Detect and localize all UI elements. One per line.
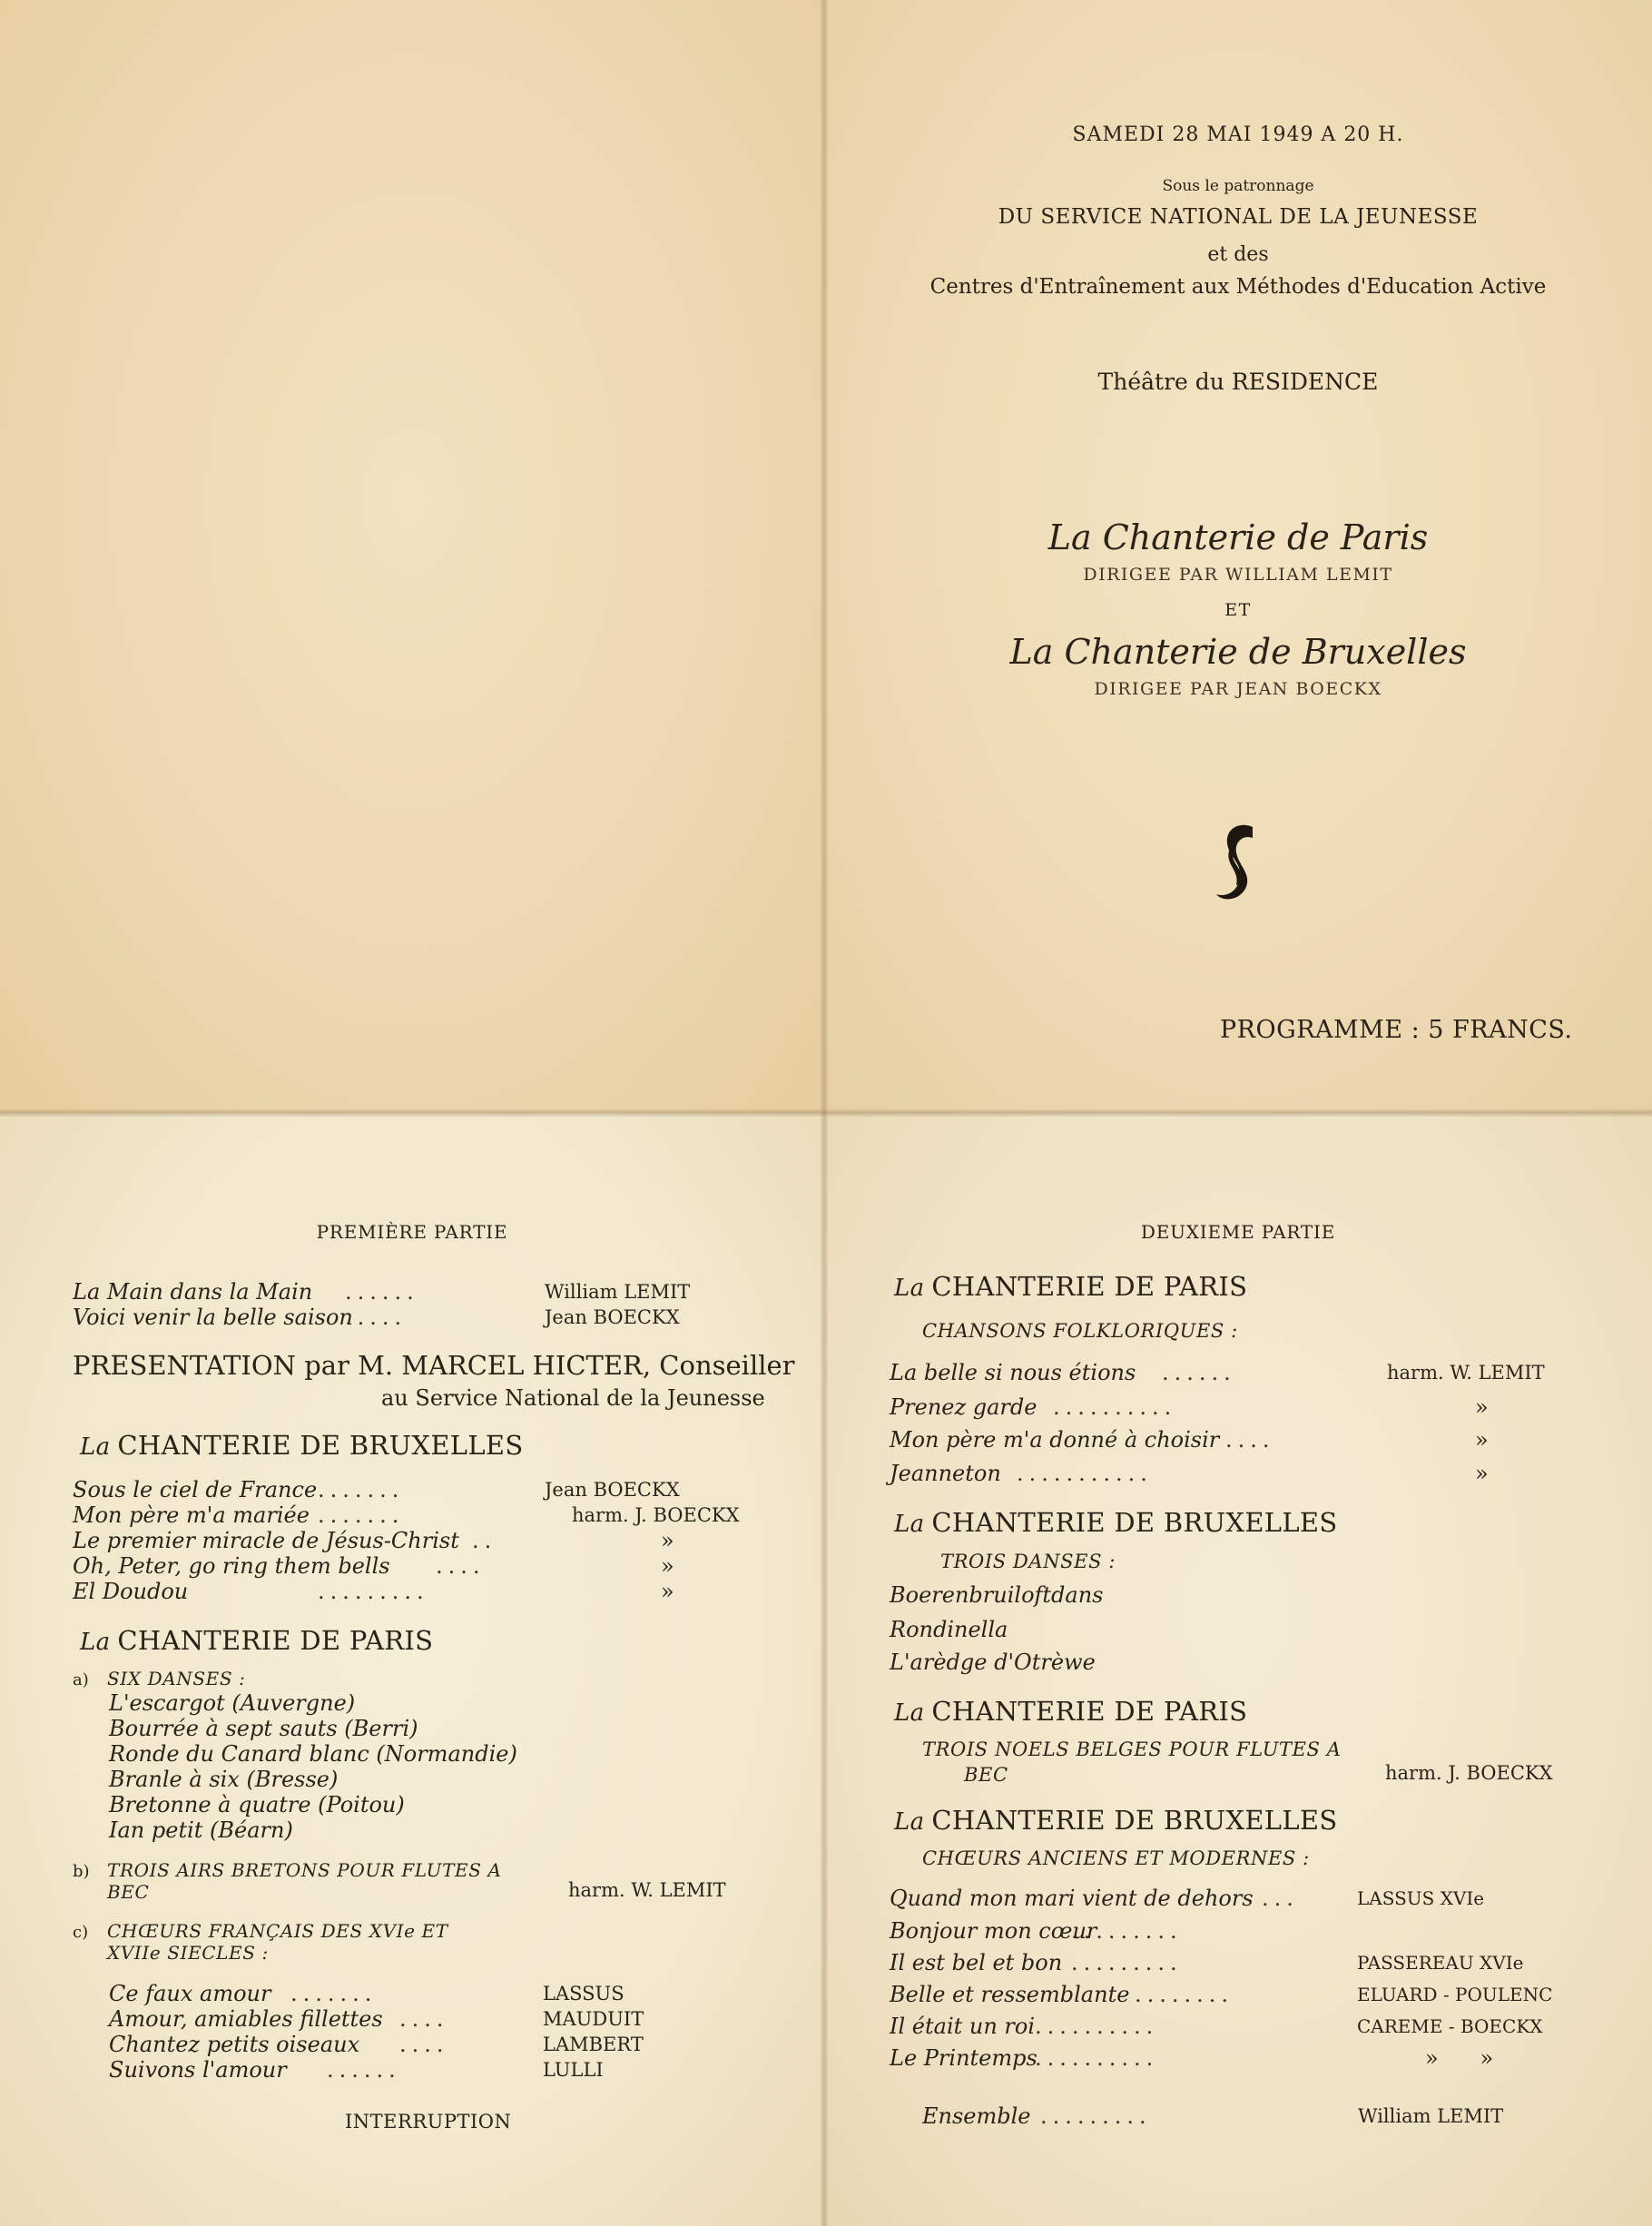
six-danses-title: SIX DANSES : bbox=[107, 1668, 246, 1689]
chansons-folkloriques-title: CHANSONS FOLKLORIQUES : bbox=[922, 1320, 1238, 1342]
choir-paris-title: La Chanterie de Paris bbox=[1047, 517, 1429, 557]
director-paris: DIRIGEE PAR WILLIAM LEMIT bbox=[1083, 565, 1393, 585]
list-item: Ce faux amour ....... LASSUS bbox=[109, 1981, 624, 2006]
label-c: c) bbox=[73, 1923, 89, 1942]
blank-back-page bbox=[0, 0, 824, 1113]
trois-noels-title: TROIS NOELS BELGES POUR FLUTES A bbox=[922, 1738, 1342, 1760]
list-item: L'arèdge d'Otrèwe bbox=[890, 1650, 1096, 1675]
treble-s-logo-icon bbox=[1205, 822, 1271, 903]
list-item: Il est bel et bon ......... PASSEREAU XVIe bbox=[890, 1950, 1524, 1975]
trois-airs-title: TROIS AIRS BRETONS POUR FLUTES A bbox=[107, 1859, 502, 1881]
list-item: La belle si nous étions ...... harm. W. LEMIT bbox=[890, 1360, 1545, 1385]
list-item: Mon père m'a donné à choisir .... » bbox=[890, 1427, 1489, 1453]
label-b: b) bbox=[73, 1862, 90, 1881]
list-item: Prenez garde .......... » bbox=[890, 1394, 1489, 1420]
list-item: Jeanneton ........... » bbox=[890, 1461, 1489, 1486]
choeurs-francais-title: CHŒURS FRANÇAIS DES XVIe ET bbox=[107, 1920, 448, 1942]
list-item: Bretonne à quatre (Poitou) bbox=[109, 1792, 405, 1817]
list-item: Bonjour mon cœur ......... bbox=[890, 1918, 1183, 1944]
et-line: ET bbox=[1224, 600, 1252, 620]
list-item: Le Printemps .......... » » bbox=[890, 2045, 1494, 2071]
date-line: SAMEDI 28 MAI 1949 A 20 H. bbox=[1072, 123, 1404, 146]
and-line: et des bbox=[1207, 243, 1269, 266]
trois-noels-title-2: BEC bbox=[964, 1764, 1008, 1786]
list-item: Il était un roi .......... CAREME - BOECKX bbox=[890, 2014, 1543, 2039]
choeurs-francais-title-2: XVIIe SIECLES : bbox=[107, 1942, 269, 1964]
patronage-line: Sous le patronnage bbox=[1162, 177, 1314, 195]
trois-airs-author: harm. W. LEMIT bbox=[568, 1879, 726, 1901]
choeurs-anciens-title: CHŒURS ANCIENS ET MODERNES : bbox=[922, 1847, 1310, 1869]
list-item: Chantez petits oiseaux .... LAMBERT bbox=[109, 2032, 644, 2057]
list-item: Sous le ciel de France ....... Jean BOECKX bbox=[73, 1477, 680, 1502]
section-bruxelles-3: La CHANTERIE DE BRUXELLES bbox=[894, 1805, 1338, 1836]
part1-heading: PREMIÈRE PARTIE bbox=[316, 1221, 508, 1243]
section-bruxelles-1: La CHANTERIE DE BRUXELLES bbox=[80, 1430, 524, 1461]
section-paris-2: La CHANTERIE DE PARIS bbox=[894, 1271, 1248, 1302]
list-item: Ian petit (Béarn) bbox=[109, 1817, 293, 1843]
list-item: Rondinella bbox=[890, 1617, 1008, 1642]
list-item: Branle à six (Bresse) bbox=[109, 1767, 339, 1792]
list-item: L'escargot (Auvergne) bbox=[109, 1690, 356, 1716]
part2-heading: DEUXIEME PARTIE bbox=[1140, 1221, 1336, 1243]
section-bruxelles-2: La CHANTERIE DE BRUXELLES bbox=[894, 1507, 1338, 1538]
trois-danses-title: TROIS DANSES : bbox=[940, 1551, 1116, 1572]
director-bruxelles: DIRIGEE PAR JEAN BOECKX bbox=[1094, 679, 1382, 699]
centres-line: Centres d'Entraînement aux Méthodes d'Education Active bbox=[929, 275, 1547, 299]
list-item: Ensemble ......... William LEMIT bbox=[922, 2103, 1504, 2129]
list-item: El Doudou ......... » bbox=[73, 1579, 674, 1604]
list-item: Suivons l'amour ...... LULLI bbox=[109, 2057, 604, 2083]
programme-price: PROGRAMME : 5 FRANCS. bbox=[1220, 1016, 1573, 1044]
section-paris-1: La CHANTERIE DE PARIS bbox=[80, 1625, 434, 1656]
service-line: DU SERVICE NATIONAL DE LA JEUNESSE bbox=[998, 205, 1479, 229]
presentation-line: PRESENTATION par M. MARCEL HICTER, Conseiller bbox=[73, 1350, 795, 1381]
list-item: Mon père m'a mariée ....... harm. J. BOECKX bbox=[73, 1502, 740, 1528]
interruption-label: INTERRUPTION bbox=[345, 2111, 512, 2132]
list-item: Ronde du Canard blanc (Normandie) bbox=[109, 1741, 517, 1767]
list-item: Quand mon mari vient de dehors ... LASSUS XVIe bbox=[890, 1886, 1485, 1911]
list-item: Oh, Peter, go ring them bells .... » bbox=[73, 1553, 674, 1579]
theatre-line: Théâtre du RESIDENCE bbox=[1097, 369, 1379, 395]
presentation-line-2: au Service National de la Jeunesse bbox=[381, 1385, 765, 1411]
list-item: Amour, amiables fillettes .... MAUDUIT bbox=[109, 2006, 644, 2032]
list-item: Boerenbruiloftdans bbox=[890, 1582, 1104, 1608]
list-item: Voici venir la belle saison ..... Jean BOECKX bbox=[73, 1305, 680, 1330]
horizontal-fold bbox=[0, 1109, 1652, 1117]
choir-bruxelles-title: La Chanterie de Bruxelles bbox=[1009, 632, 1467, 672]
list-item: La Main dans la Main ...... William LEMIT bbox=[73, 1279, 691, 1305]
label-a: a) bbox=[73, 1670, 89, 1689]
trois-noels-author: harm. J. BOECKX bbox=[1385, 1762, 1553, 1784]
trois-airs-title-2: BEC bbox=[107, 1881, 150, 1903]
list-item: Le premier miracle de Jésus-Christ .. » bbox=[73, 1528, 674, 1553]
list-item: Bourrée à sept sauts (Berri) bbox=[109, 1716, 418, 1741]
section-paris-3: La CHANTERIE DE PARIS bbox=[894, 1696, 1248, 1727]
list-item: Belle et ressemblante ........ ELUARD - POULENC bbox=[890, 1982, 1553, 2007]
